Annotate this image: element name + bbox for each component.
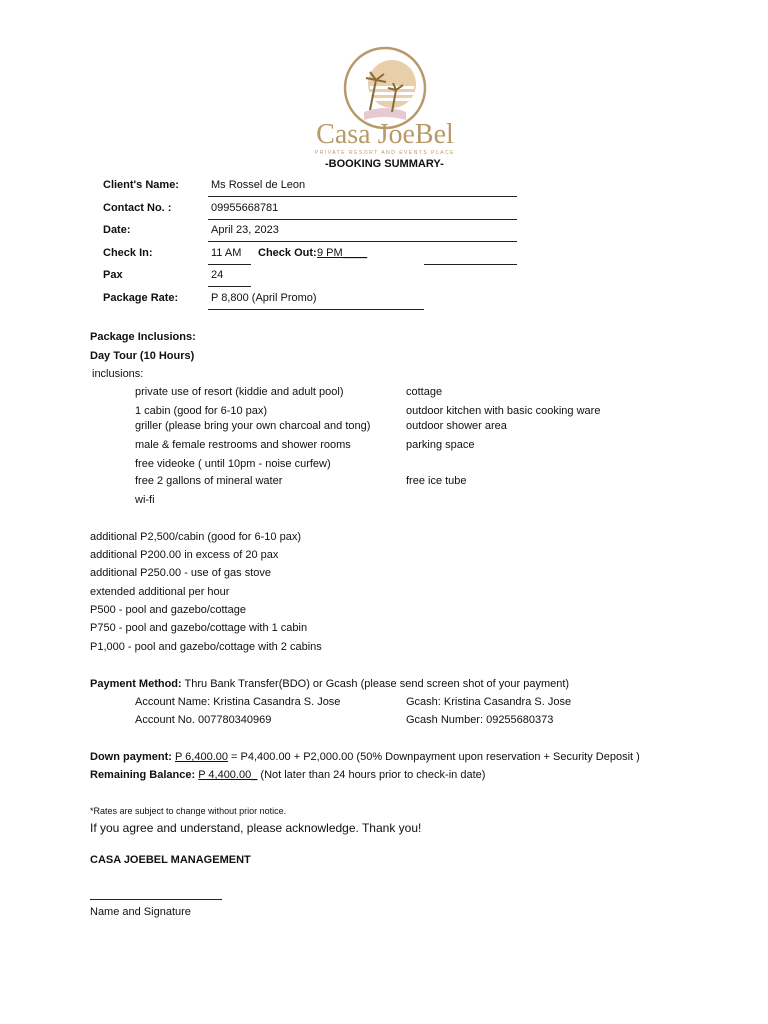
package-rate-underline	[208, 309, 424, 310]
pax-value: 24	[211, 269, 224, 281]
contact-underline	[208, 219, 517, 220]
rates-disclaimer: *Rates are subject to change without prior notice.	[90, 806, 287, 816]
checkout-time: 9 PM	[317, 247, 343, 259]
payment-method-line	[90, 677, 569, 691]
package-inclusions-heading: Package Inclusions:	[90, 331, 196, 343]
remaining-balance-amount: P 4,400.00_	[198, 769, 258, 781]
remaining-balance-label: Remaining Balance:	[90, 769, 196, 781]
inclusion-item: private use of resort (kiddie and adult pool)	[135, 386, 344, 398]
gcash-name: Gcash: Kristina Casandra S. Jose	[406, 696, 572, 708]
inclusion-item-right: cottage	[406, 386, 443, 398]
package-rate-label: Package Rate:	[103, 292, 179, 304]
payment-method-text: Thru Bank Transfer(BDO) or Gcash (please send screen shot of your payment)	[181, 678, 570, 690]
inclusion-item-right: outdoor kitchen with basic cooking ware	[406, 405, 601, 417]
checkout-extra-underline	[424, 264, 517, 265]
gcash-number: Gcash Number: 09255680373	[406, 714, 554, 726]
date-label: Date:	[103, 224, 131, 236]
pax-label: Pax	[103, 269, 123, 281]
contact-label: Contact No. :	[103, 202, 172, 214]
management-signoff: CASA JOEBEL MANAGEMENT	[90, 854, 251, 866]
checkin-value: 11 AM	[211, 247, 242, 259]
checkin-underline	[208, 264, 251, 265]
payment-method-label: Payment Method:	[90, 678, 182, 690]
inclusion-item: 1 cabin (good for 6-10 pax)	[135, 405, 268, 417]
inclusion-item-right: free ice tube	[406, 475, 467, 487]
casa-joebel-logo	[300, 40, 470, 158]
logo-graphic	[300, 40, 470, 158]
inclusion-item: free 2 gallons of mineral water	[135, 475, 283, 487]
client-name-value: Ms Rossel de Leon	[211, 179, 306, 191]
acknowledge-text: If you agree and understand, please acknowledge. Thank you!	[90, 821, 422, 835]
additional-charge: P750 - pool and gazebo/cottage with 1 cabin	[90, 622, 308, 634]
inclusion-item-right: parking space	[406, 439, 475, 451]
signature-line	[90, 899, 222, 900]
contact-value: 09955668781	[211, 202, 279, 214]
client-name-label: Client's Name:	[103, 179, 179, 191]
checkout-value	[317, 246, 367, 260]
remaining-balance-note: (Not later than 24 hours prior to check-in date)	[257, 769, 486, 781]
additional-charge: extended additional per hour	[90, 586, 230, 598]
down-payment-label: Down payment:	[90, 751, 172, 763]
inclusions-subheading: inclusions:	[92, 368, 144, 380]
booking-summary-title: -BOOKING SUMMARY-	[325, 158, 444, 170]
inclusion-item-right: outdoor shower area	[406, 420, 507, 432]
inclusion-item: wi-fi	[135, 494, 155, 506]
signature-label: Name and Signature	[90, 906, 191, 918]
checkout-label: Check Out:	[258, 247, 317, 259]
checkin-label: Check In:	[103, 247, 153, 259]
additional-charge: P1,000 - pool and gazebo/cottage with 2 cabins	[90, 641, 322, 653]
date-underline	[208, 241, 517, 242]
checkout-blank: ____	[342, 247, 368, 259]
client-name-underline	[208, 196, 517, 197]
package-rate-value: P 8,800 (April Promo)	[211, 292, 317, 304]
pax-underline	[208, 286, 251, 287]
additional-charge: additional P2,500/cabin (good for 6-10 pax)	[90, 531, 301, 543]
down-payment-amount: P 6,400.00	[174, 751, 228, 763]
inclusion-item: male & female restrooms and shower rooms	[135, 439, 351, 451]
day-tour-heading: Day Tour (10 Hours)	[90, 350, 195, 362]
logo-wordmark: Casa JoeBel	[316, 119, 454, 150]
additional-charge: additional P200.00 in excess of 20 pax	[90, 549, 279, 561]
additional-charge: additional P250.00 - use of gas stove	[90, 567, 272, 579]
down-payment-line	[90, 750, 640, 764]
account-name: Account Name: Kristina Casandra S. Jose	[135, 696, 341, 708]
additional-charge: P500 - pool and gazebo/cottage	[90, 604, 246, 616]
inclusion-item: griller (please bring your own charcoal and tong)	[135, 420, 371, 432]
account-number: Account No. 007780340969	[135, 714, 272, 726]
remaining-balance-line	[90, 768, 485, 782]
down-payment-breakdown: = P4,400.00 + P2,000.00 (50% Downpayment upon reservation + Security Deposit )	[227, 751, 640, 763]
logo-tagline: PRIVATE RESORT AND EVENTS PLACE	[314, 150, 456, 156]
inclusion-item: free videoke ( until 10pm - noise curfew)	[135, 458, 331, 470]
date-value: April 23, 2023	[211, 224, 279, 236]
